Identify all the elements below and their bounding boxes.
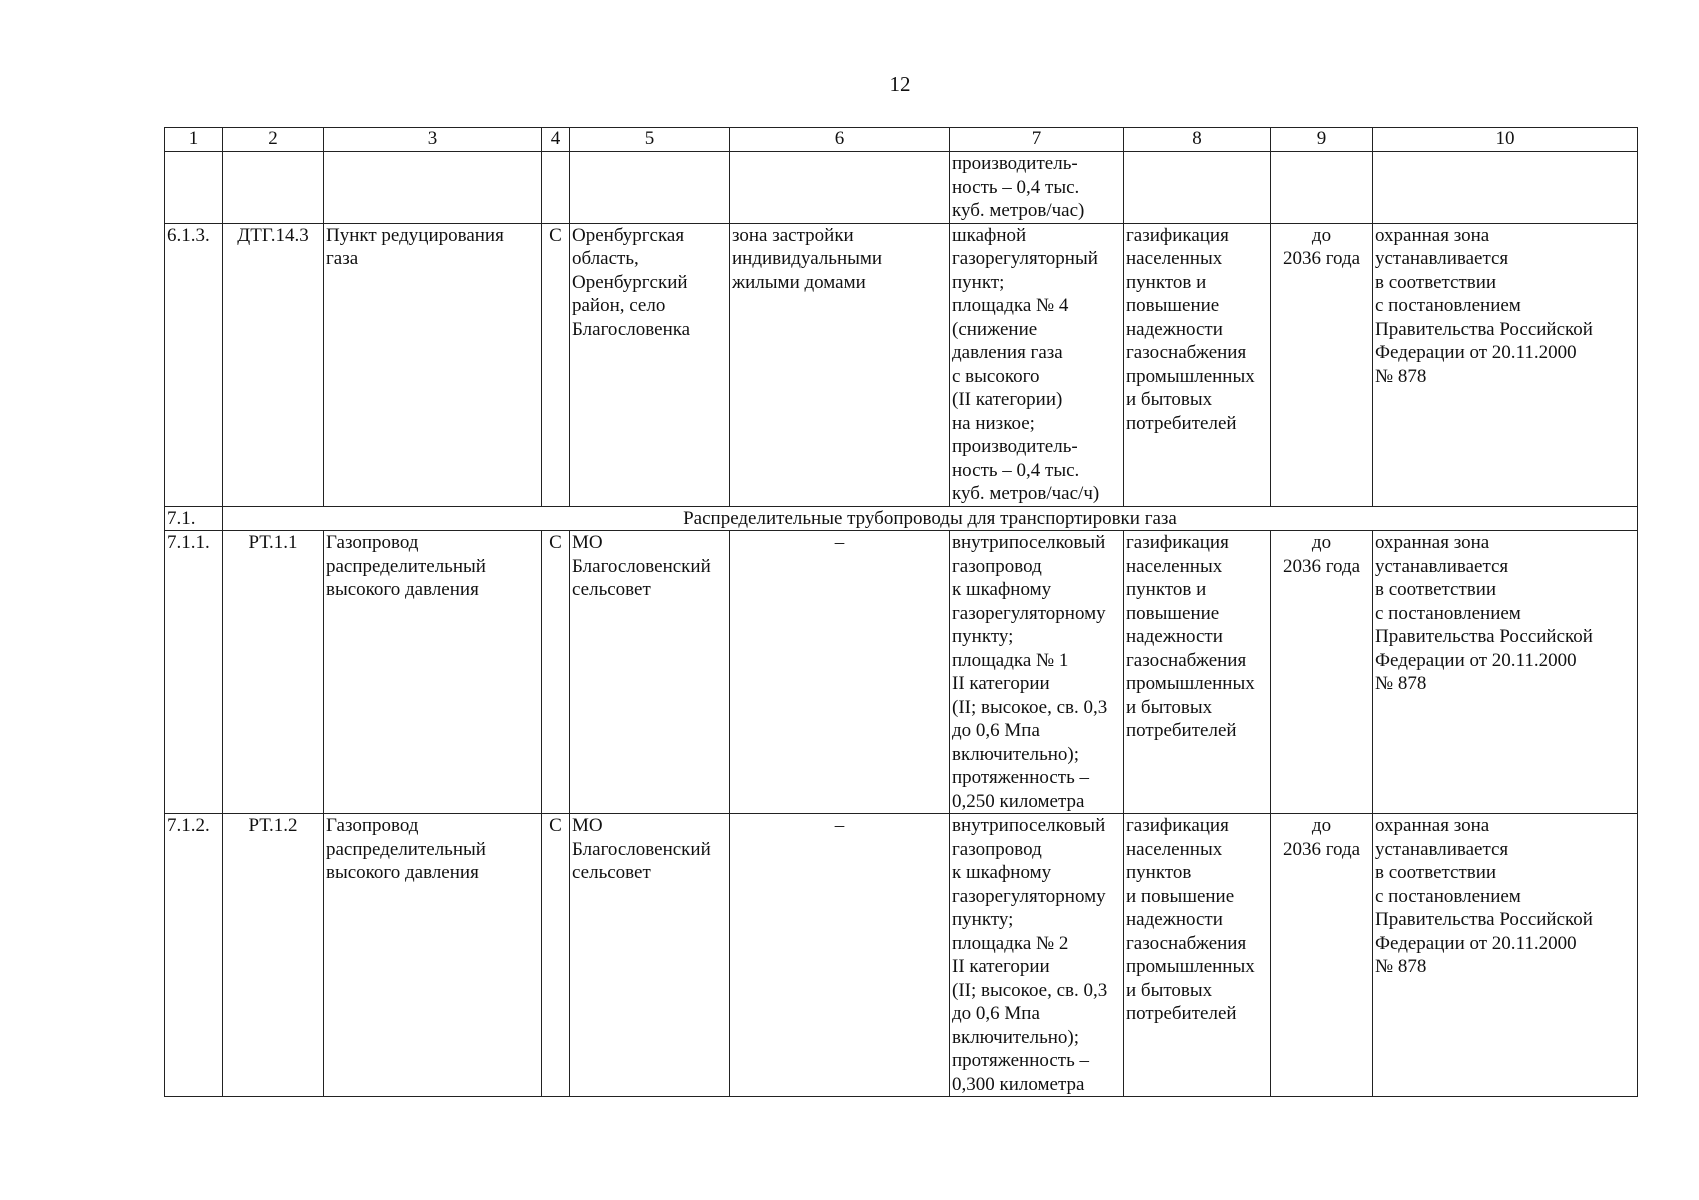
column-header: 1 [165, 128, 223, 152]
object-name: Газопровод распределительный высокого давления [324, 814, 542, 1097]
location: Оренбургская область, Оренбургский район, село Благословенка [570, 223, 730, 506]
table-row [165, 531, 1638, 814]
section-row [165, 506, 1638, 531]
functional-zone: – [730, 814, 950, 1097]
table-cell [730, 152, 950, 224]
table-cell [542, 152, 570, 224]
purpose: газификация населенных пунктов и повышение надежности газоснабжения промышленных и бытовых потребителей [1124, 223, 1271, 506]
table-cell [1124, 152, 1271, 224]
protection-zone: охранная зона устанавливается в соответствии с постановлением Правительства Российской Федерации от 20.11.2000 № 878 [1373, 223, 1638, 506]
section-number: 7.1. [165, 506, 223, 531]
row-number: 6.1.3. [165, 223, 223, 506]
location: МО Благословенский сельсовет [570, 531, 730, 814]
table-cell [165, 152, 223, 224]
table-row [165, 814, 1638, 1097]
deadline: до 2036 года [1271, 531, 1373, 814]
status-code: С [542, 814, 570, 1097]
object-code: РТ.1.2 [223, 814, 324, 1097]
row-number: 7.1.2. [165, 814, 223, 1097]
column-header: 4 [542, 128, 570, 152]
purpose: газификация населенных пунктов и повышение надежности газоснабжения промышленных и бытовых потребителей [1124, 531, 1271, 814]
object-name: Пункт редуцирования газа [324, 223, 542, 506]
table-cell [223, 152, 324, 224]
continuation-row [165, 152, 1638, 224]
column-header: 10 [1373, 128, 1638, 152]
object-name: Газопровод распределительный высокого давления [324, 531, 542, 814]
table-cell [1373, 152, 1638, 224]
deadline: до 2036 года [1271, 223, 1373, 506]
location: МО Благословенский сельсовет [570, 814, 730, 1097]
functional-zone: – [730, 531, 950, 814]
table-cell [1271, 152, 1373, 224]
table-cell [570, 152, 730, 224]
deadline: до 2036 года [1271, 814, 1373, 1097]
table-cell [324, 152, 542, 224]
table-row [165, 223, 1638, 506]
column-header: 8 [1124, 128, 1271, 152]
capacity-cell: производитель- ность – 0,4 тыс. куб. метров/час) [950, 152, 1124, 224]
object-code: РТ.1.1 [223, 531, 324, 814]
column-header: 5 [570, 128, 730, 152]
protection-zone: охранная зона устанавливается в соответствии с постановлением Правительства Российской Федерации от 20.11.2000 № 878 [1373, 531, 1638, 814]
protection-zone: охранная зона устанавливается в соответствии с постановлением Правительства Российской Федерации от 20.11.2000 № 878 [1373, 814, 1638, 1097]
object-code: ДТГ.14.3 [223, 223, 324, 506]
characteristics: внутрипоселковый газопровод к шкафному газорегуляторному пункту; площадка № 2 II категории (II; высокое, св. 0,3 до 0,6 Мпа включительно); протяженность – 0,300 километра [950, 814, 1124, 1097]
column-header: 2 [223, 128, 324, 152]
infrastructure-table [164, 127, 1638, 1097]
functional-zone: зона застройки индивидуальными жилыми домами [730, 223, 950, 506]
status-code: С [542, 223, 570, 506]
column-header: 7 [950, 128, 1124, 152]
column-header: 9 [1271, 128, 1373, 152]
characteristics: внутрипоселковый газопровод к шкафному газорегуляторному пункту; площадка № 1 II категории (II; высокое, св. 0,3 до 0,6 Мпа включительно); протяженность – 0,250 километра [950, 531, 1124, 814]
page-number: 12 [889, 72, 911, 96]
column-header: 6 [730, 128, 950, 152]
purpose: газификация населенных пунктов и повышение надежности газоснабжения промышленных и бытовых потребителей [1124, 814, 1271, 1097]
row-number: 7.1.1. [165, 531, 223, 814]
status-code: С [542, 531, 570, 814]
section-title: Распределительные трубопроводы для транспортировки газа [223, 506, 1638, 531]
column-header: 3 [324, 128, 542, 152]
characteristics: шкафной газорегуляторный пункт; площадка № 4 (снижение давления газа с высокого (II категории) на низкое; производитель- ность – 0,4 тыс. куб. метров/час/ч) [950, 223, 1124, 506]
column-number-row [165, 128, 1638, 152]
